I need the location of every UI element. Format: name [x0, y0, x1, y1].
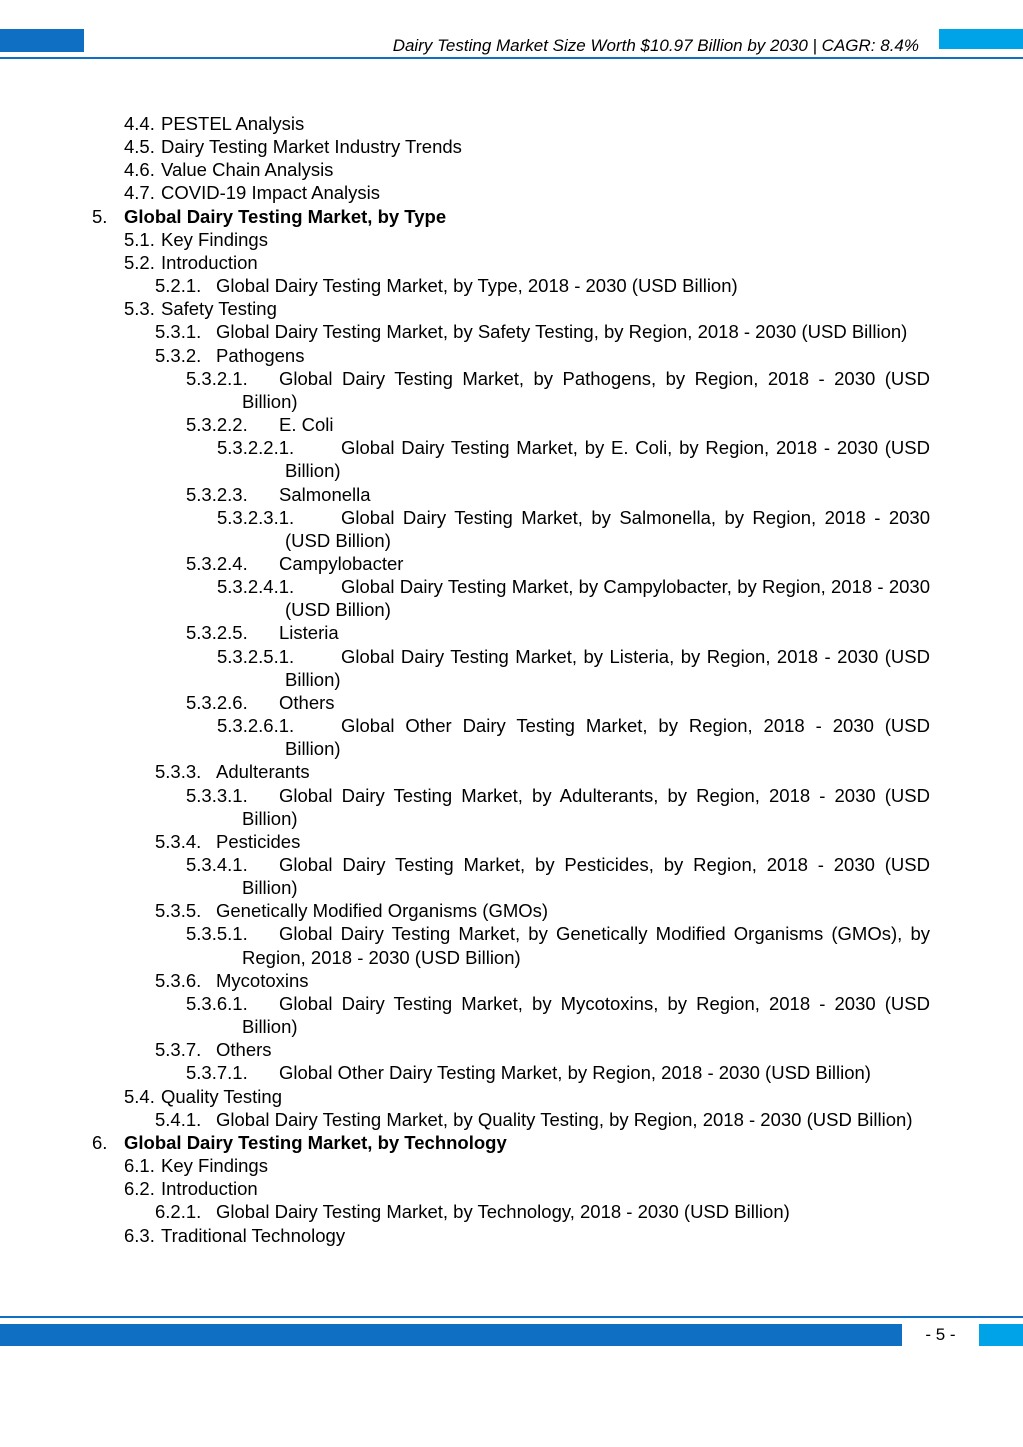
toc-entry — [0, 621, 930, 644]
toc-entry — [0, 853, 930, 899]
toc-entry-title: Mycotoxins — [216, 969, 309, 991]
toc-entry-title: E. Coli — [279, 414, 334, 436]
toc-entry — [0, 344, 930, 367]
toc-entry-title: Pathogens — [216, 344, 305, 366]
toc-entry — [0, 158, 930, 181]
page-number: - 5 - — [925, 1325, 956, 1344]
toc-entry-number: 5.3.5.1. — [186, 923, 248, 945]
header-title: Dairy Testing Market Size Worth $10.97 Billion by 2030 | CAGR: 8.4% — [392, 36, 919, 55]
toc-entry-title: Global Dairy Testing Market, by Genetically Modified Organisms (GMOs), by Region, 2018 - 2030 (USD Billion) — [242, 923, 930, 968]
toc-entry-number: 5.3.5. — [155, 900, 202, 922]
toc-entry-number: 5.3.3.1. — [186, 784, 248, 806]
header-accent-right — [939, 29, 1023, 49]
toc-entry — [0, 1154, 930, 1177]
toc-entry — [0, 830, 930, 853]
toc-entry-title: Global Dairy Testing Market, by Salmonella, by Region, 2018 - 2030 (USD Billion) — [285, 506, 930, 551]
toc-entry-title: Introduction — [161, 1178, 258, 1200]
toc-entry-title: Global Dairy Testing Market, by Technology — [124, 1131, 507, 1153]
toc-entry-number: 5.4.1. — [155, 1108, 202, 1130]
toc-entry — [0, 228, 930, 251]
toc-entry-number: 4.7. — [124, 182, 155, 204]
toc-entry-number: 5.3.2.5. — [186, 622, 248, 644]
toc-entry-number: 5.3. — [124, 298, 155, 320]
toc-entry-title: Global Dairy Testing Market, by Pesticides, by Region, 2018 - 2030 (USD Billion) — [242, 854, 930, 899]
toc-entry-title: Global Dairy Testing Market, by Technology, 2018 - 2030 (USD Billion) — [216, 1201, 790, 1223]
toc-entry-number: 5.3.4. — [155, 830, 202, 852]
toc-entry-number: 5.3.7.1. — [186, 1062, 248, 1084]
toc-entry-title: Dairy Testing Market Industry Trends — [161, 136, 462, 158]
toc-entry — [0, 1177, 930, 1200]
toc-entry — [0, 1200, 930, 1223]
toc-entry-title: COVID-19 Impact Analysis — [161, 182, 380, 204]
toc-entry — [0, 506, 930, 552]
toc-entry — [0, 969, 930, 992]
toc-entry-number: 5.3.6.1. — [186, 992, 248, 1014]
toc-entry-number: 5.4. — [124, 1085, 155, 1107]
toc-entry-title: Adulterants — [216, 761, 310, 783]
toc-entry-title: Global Dairy Testing Market, by Campylobacter, by Region, 2018 - 2030 (USD Billion) — [285, 576, 930, 621]
toc-entry-title: Campylobacter — [279, 552, 404, 574]
footer-bar — [0, 1324, 902, 1346]
toc-entry — [0, 135, 930, 158]
toc-entry-number: 5.3.7. — [155, 1039, 202, 1061]
toc-entry-number: 6.1. — [124, 1155, 155, 1177]
toc-entry-title: Global Dairy Testing Market, by Quality Testing, by Region, 2018 - 2030 (USD Billion) — [216, 1108, 913, 1130]
toc-entry — [0, 1224, 930, 1247]
toc-entry — [0, 1038, 930, 1061]
toc-entry-title: Key Findings — [161, 228, 268, 250]
footer-accent-right — [979, 1324, 1023, 1346]
toc-entry-number: 5.3.2.5.1. — [217, 645, 295, 667]
toc-entry-number: 5.3.2.4.1. — [217, 576, 295, 598]
toc-entry — [0, 899, 930, 922]
toc-entry-number: 5.3.2.2. — [186, 414, 248, 436]
toc-entry-title: Global Dairy Testing Market, by Pathogens, by Region, 2018 - 2030 (USD Billion) — [242, 367, 930, 412]
toc-entry-title: Listeria — [279, 622, 339, 644]
header-divider — [0, 57, 1023, 59]
toc-entry-number: 5.3.3. — [155, 761, 202, 783]
table-of-contents — [0, 112, 1023, 1247]
toc-entry-number: 5.3.2.6. — [186, 691, 248, 713]
toc-entry-title: Global Dairy Testing Market, by Type, 2018 - 2030 (USD Billion) — [216, 275, 738, 297]
toc-entry-number: 5.3.2.4. — [186, 552, 248, 574]
toc-entry — [0, 436, 930, 482]
toc-entry — [0, 320, 930, 343]
toc-entry-title: Global Dairy Testing Market, by Type — [124, 205, 447, 227]
toc-entry — [0, 1131, 930, 1154]
toc-entry — [0, 483, 930, 506]
toc-entry-title: Quality Testing — [161, 1085, 282, 1107]
toc-entry-title: Genetically Modified Organisms (GMOs) — [216, 900, 549, 922]
toc-entry — [0, 760, 930, 783]
toc-entry-number: 5.3.6. — [155, 969, 202, 991]
toc-entry-title: Others — [279, 691, 335, 713]
toc-entry — [0, 992, 930, 1038]
toc-entry-number: 5.3.2.3. — [186, 483, 248, 505]
toc-entry-title: Safety Testing — [161, 298, 277, 320]
toc-entry-title: PESTEL Analysis — [161, 113, 305, 134]
toc-entry-title: Introduction — [161, 251, 258, 273]
toc-entry — [0, 1108, 930, 1131]
toc-entry-title: Pesticides — [216, 830, 301, 852]
toc-entry — [0, 922, 930, 968]
toc-entry-number: 6.2.1. — [155, 1201, 202, 1223]
toc-entry — [0, 784, 930, 830]
toc-entry-number: 5.1. — [124, 228, 155, 250]
toc-entry-number: 5.2. — [124, 251, 155, 273]
toc-entry-title: Global Dairy Testing Market, by E. Coli, by Region, 2018 - 2030 (USD Billion) — [285, 437, 930, 482]
toc-entry-title: Traditional Technology — [161, 1224, 346, 1246]
toc-entry-title: Salmonella — [279, 483, 371, 505]
toc-entry-number: 5.2.1. — [155, 275, 202, 297]
toc-entry-number: 6. — [92, 1131, 108, 1153]
toc-entry — [0, 552, 930, 575]
toc-entry-number: 5.3.4.1. — [186, 854, 248, 875]
toc-entry — [0, 205, 930, 228]
toc-entry — [0, 181, 930, 204]
toc-entry-number: 6.2. — [124, 1178, 155, 1200]
toc-entry-number: 5. — [92, 205, 108, 227]
toc-entry-number: 4.5. — [124, 136, 155, 158]
toc-entry-number: 4.6. — [124, 159, 155, 181]
toc-entry-number: 5.3.1. — [155, 321, 202, 343]
toc-entry — [0, 274, 930, 297]
toc-entry — [0, 1061, 930, 1084]
toc-entry-title: Global Dairy Testing Market, by Adulterants, by Region, 2018 - 2030 (USD Billion) — [242, 784, 930, 829]
toc-entry — [0, 413, 930, 436]
toc-entry — [0, 691, 930, 714]
toc-entry-title: Global Dairy Testing Market, by Mycotoxins, by Region, 2018 - 2030 (USD Billion) — [242, 992, 930, 1038]
toc-entry-title: Global Other Dairy Testing Market, by Region, 2018 - 2030 (USD Billion) — [285, 715, 930, 760]
toc-entry — [0, 297, 930, 320]
toc-entry-number: 5.3.2.3.1. — [217, 506, 295, 528]
toc-entry — [0, 1085, 930, 1108]
toc-entry-title: Others — [216, 1039, 272, 1061]
toc-entry-title: Global Dairy Testing Market, by Listeria, by Region, 2018 - 2030 (USD Billion) — [285, 645, 930, 690]
toc-entry-number: 5.3.2.2.1. — [217, 437, 295, 459]
toc-entry — [0, 367, 930, 413]
toc-entry — [0, 112, 930, 135]
toc-entry-number: 5.3.2.6.1. — [217, 715, 295, 737]
toc-entry-title: Value Chain Analysis — [161, 159, 334, 181]
header-accent-left — [0, 29, 84, 52]
toc-entry-number: 5.3.2.1. — [186, 367, 248, 389]
toc-entry-title: Global Other Dairy Testing Market, by Region, 2018 - 2030 (USD Billion) — [279, 1062, 871, 1084]
toc-entry-number: 5.3.2. — [155, 344, 202, 366]
toc-entry — [0, 645, 930, 691]
toc-entry-number: 6.3. — [124, 1224, 155, 1246]
toc-entry — [0, 575, 930, 621]
toc-entry — [0, 714, 930, 760]
toc-entry-title: Global Dairy Testing Market, by Safety Testing, by Region, 2018 - 2030 (USD Billion) — [216, 321, 908, 343]
footer-divider — [0, 1316, 1023, 1318]
toc-entry-number: 4.4. — [124, 113, 155, 134]
toc-entry — [0, 251, 930, 274]
toc-entry-title: Key Findings — [161, 1155, 268, 1177]
